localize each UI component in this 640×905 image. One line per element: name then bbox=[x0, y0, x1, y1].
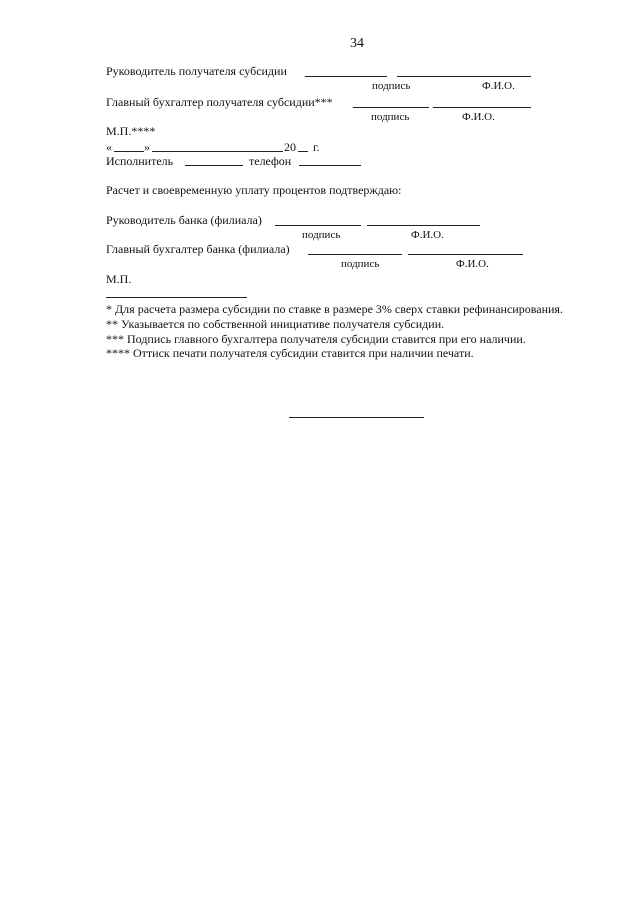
end-of-document-line bbox=[289, 417, 424, 418]
bank-accountant-name-line bbox=[408, 254, 523, 255]
recipient-accountant-label: Главный бухгалтер получателя субсидии*** bbox=[106, 95, 333, 109]
confirm-text: Расчет и своевременную уплату процентов подтверждаю: bbox=[106, 183, 402, 197]
footnote-4: **** Оттиск печати получателя субсидии ставится при наличии печати. bbox=[106, 346, 474, 360]
date-open-quote: « bbox=[106, 140, 112, 154]
executor-phone-label: телефон bbox=[249, 154, 292, 168]
footnote-separator bbox=[106, 297, 247, 298]
recipient-head-name-caption: Ф.И.О. bbox=[482, 80, 515, 92]
recipient-accountant-name-caption: Ф.И.О. bbox=[462, 111, 495, 123]
recipient-accountant-signature-line bbox=[353, 107, 429, 108]
bank-stamp-mark: М.П. bbox=[106, 272, 132, 286]
recipient-head-name-line bbox=[397, 76, 531, 77]
bank-head-signature-caption: подпись bbox=[302, 229, 341, 241]
bank-head-signature-line bbox=[275, 225, 361, 226]
recipient-head-signature-line bbox=[305, 76, 387, 77]
executor-phone-line bbox=[299, 165, 361, 166]
bank-accountant-signature-caption: подпись bbox=[341, 258, 380, 270]
date-close-quote: » bbox=[144, 140, 150, 154]
date-day-line bbox=[114, 151, 144, 152]
footnote-3: *** Подпись главного бухгалтера получателя субсидии ставится при его наличии. bbox=[106, 332, 526, 346]
bank-accountant-label: Главный бухгалтер банка (филиала) bbox=[106, 242, 290, 256]
bank-head-label: Руководитель банка (филиала) bbox=[106, 213, 262, 227]
recipient-stamp-mark: М.П.**** bbox=[106, 124, 156, 138]
footnote-1: * Для расчета размера субсидии по ставке в размере 3% сверх ставки рефинансирования. bbox=[106, 302, 563, 316]
bank-accountant-name-caption: Ф.И.О. bbox=[456, 258, 489, 270]
recipient-head-label: Руководитель получателя субсидии bbox=[106, 64, 287, 78]
recipient-head-signature-caption: подпись bbox=[372, 80, 411, 92]
footnote-2: ** Указывается по собственной инициативе получателя субсидии. bbox=[106, 317, 445, 331]
page-number: 34 bbox=[350, 36, 364, 51]
bank-accountant-signature-line bbox=[308, 254, 402, 255]
date-year-line bbox=[298, 151, 308, 152]
executor-label: Исполнитель bbox=[106, 154, 174, 168]
date-month-line bbox=[152, 151, 283, 152]
bank-head-name-caption: Ф.И.О. bbox=[411, 229, 444, 241]
date-year-prefix: 20 bbox=[284, 140, 296, 154]
executor-line bbox=[185, 165, 243, 166]
recipient-accountant-signature-caption: подпись bbox=[371, 111, 410, 123]
bank-head-name-line bbox=[367, 225, 480, 226]
date-year-suffix: г. bbox=[313, 140, 320, 154]
recipient-accountant-name-line bbox=[433, 107, 531, 108]
